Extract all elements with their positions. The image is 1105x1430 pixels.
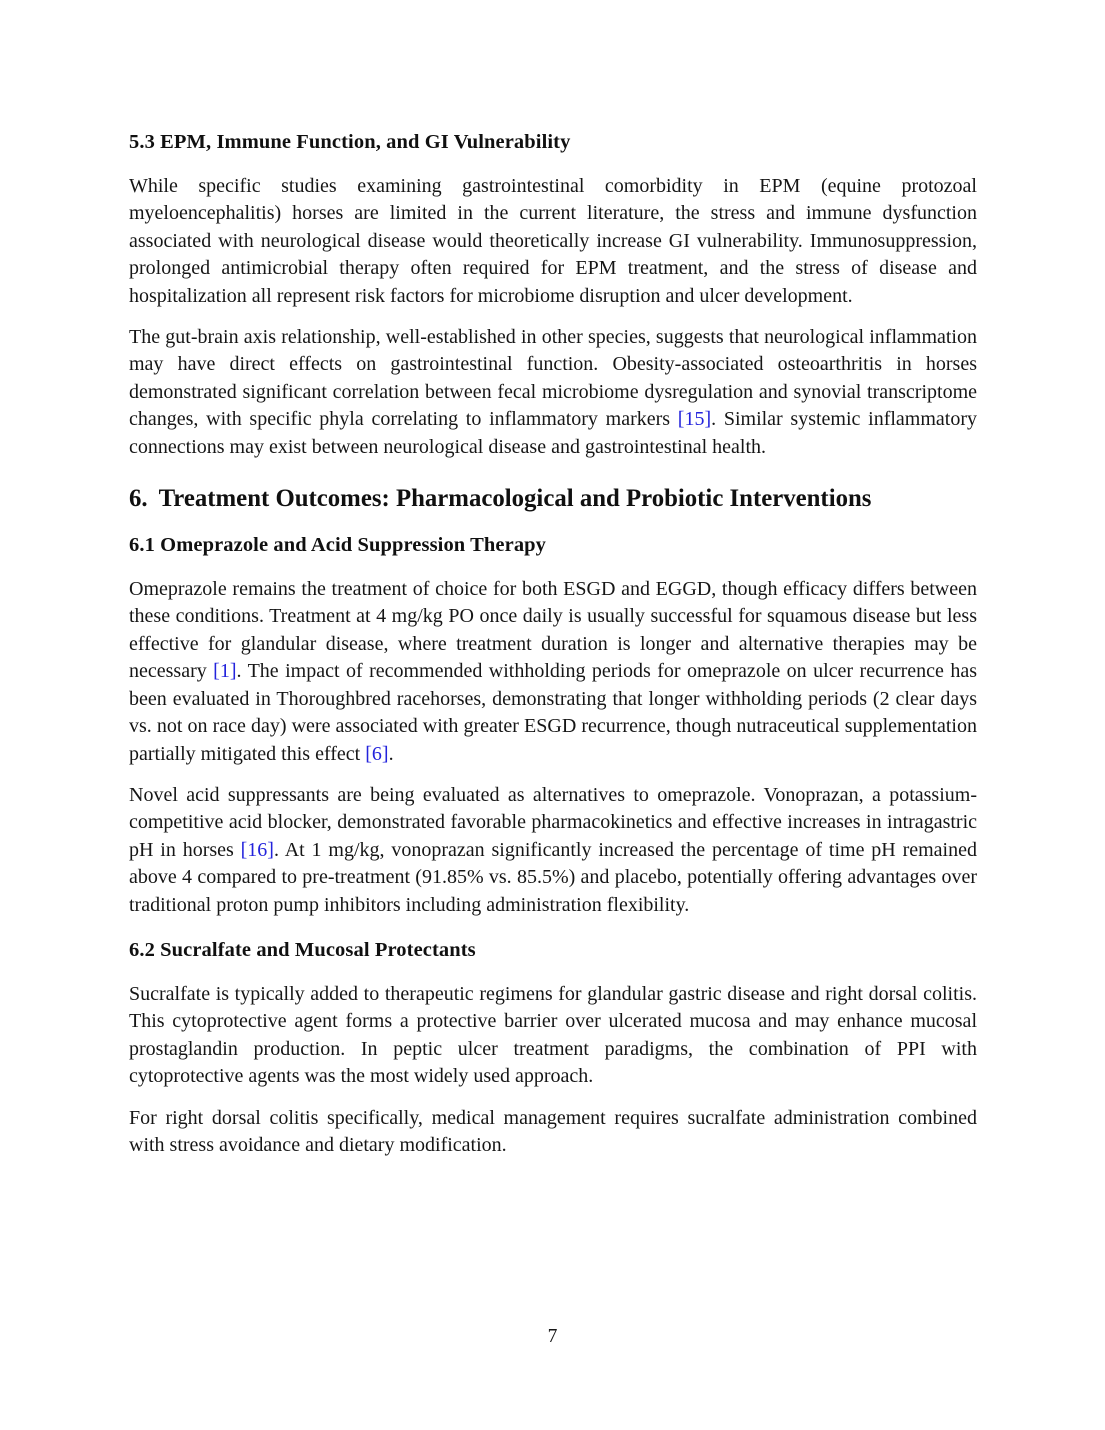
heading-6-2: 6.2 Sucralfate and Mucosal Protectants (129, 938, 476, 961)
paragraph-text: Sucralfate is typically added to therapeutic regimens for glandular gastric disease and right dorsal colitis. This cytoprotective agent forms a protective barrier over ulcerated mucosa and may enhance mucosal prostaglandin production. In peptic ulcer treatment paradigms, the combination of PPI with cytoprotective agents was the most widely used approach. (129, 982, 977, 1088)
citation-link[interactable]: [15] (677, 408, 712, 431)
paragraph-text: . At 1 mg/kg, vonoprazan significantly increased the percentage of time pH remained above 4 compared to pre-treatment (91.85% vs. 85.5%) and placebo, potentially offering advantages over traditional proton pump inhibitors including administration flexibility. (129, 838, 977, 916)
heading-5-3: 5.3 EPM, Immune Function, and GI Vulnerability (129, 131, 571, 153)
citation-link[interactable]: [6] (365, 742, 389, 765)
paragraph-omeprazole-1 (129, 576, 977, 768)
paragraph-sucralfate-1 (129, 981, 977, 1091)
section-6-number: 6. (129, 485, 148, 513)
heading-6-1: 6.1 Omeprazole and Acid Suppression Therapy (129, 534, 547, 557)
citation-link[interactable]: [1] (213, 660, 237, 683)
paragraph-text: . (388, 742, 394, 765)
paragraph-text: For right dorsal colitis specifically, medical management requires sucralfate administration combined with stress avoidance and dietary modification. (129, 1106, 977, 1156)
citation-link[interactable]: [16] (240, 838, 274, 861)
paragraph-text: While specific studies examining gastrointestinal comorbidity in EPM (equine protozoal myeloencephalitis) horses are limited in the current literature, the stress and immune dysfunction associated with neurological disease would theoretically increase GI vulnerability. Immunosuppression, prolonged antimicrobial therapy often required for EPM treatment, and the stress of disease and hospitalization all represent risk factors for microbiome disruption and ulcer development. (129, 175, 977, 307)
heading-6 (129, 485, 977, 513)
paragraph-text: . Similar systemic inflammatory connections may exist between neurological disease and gastrointestinal health. (129, 408, 977, 458)
paragraph-omeprazole-2 (129, 782, 977, 919)
paragraph-epm-2 (129, 324, 977, 461)
section-6-title: Treatment Outcomes: Pharmacological and Probiotic Interventions (158, 485, 872, 513)
page-number: 7 (547, 1326, 558, 1347)
paragraph-text: Novel acid suppressants are being evaluated as alternatives to omeprazole. Vonoprazan, a potassium-competitive acid blocker, demonstrated favorable pharmacokinetics and effective increases in intragastric pH in horses (129, 783, 977, 861)
paragraph-text: The gut-brain axis relationship, well-established in other species, suggests that neurological inflammation may have direct effects on gastrointestinal function. Obesity-associated osteoarthritis in horses demonstrated significant correlation between fecal microbiome dysregulation and synovial transcriptome changes, with specific phyla correlating to inflammatory markers (129, 326, 977, 431)
page-content (129, 131, 977, 1173)
paragraph-epm-1 (129, 173, 977, 310)
paragraph-text: . The impact of recommended withholding periods for omeprazole on ulcer recurrence has been evaluated in Thoroughbred racehorses, demonstrating that longer withholding periods (2 clear days vs. not on race day) were associated with greater ESGD recurrence, though nutraceutical supplementation partially mitigated this effect (129, 660, 977, 765)
paragraph-sucralfate-2 (129, 1105, 977, 1160)
paragraph-text: Omeprazole remains the treatment of choice for both ESGD and EGGD, though efficacy differs between these conditions. Treatment at 4 mg/kg PO once daily is usually successful for squamous disease but less effective for glandular disease, where treatment duration is longer and alternative therapies may be necessary (129, 578, 977, 683)
